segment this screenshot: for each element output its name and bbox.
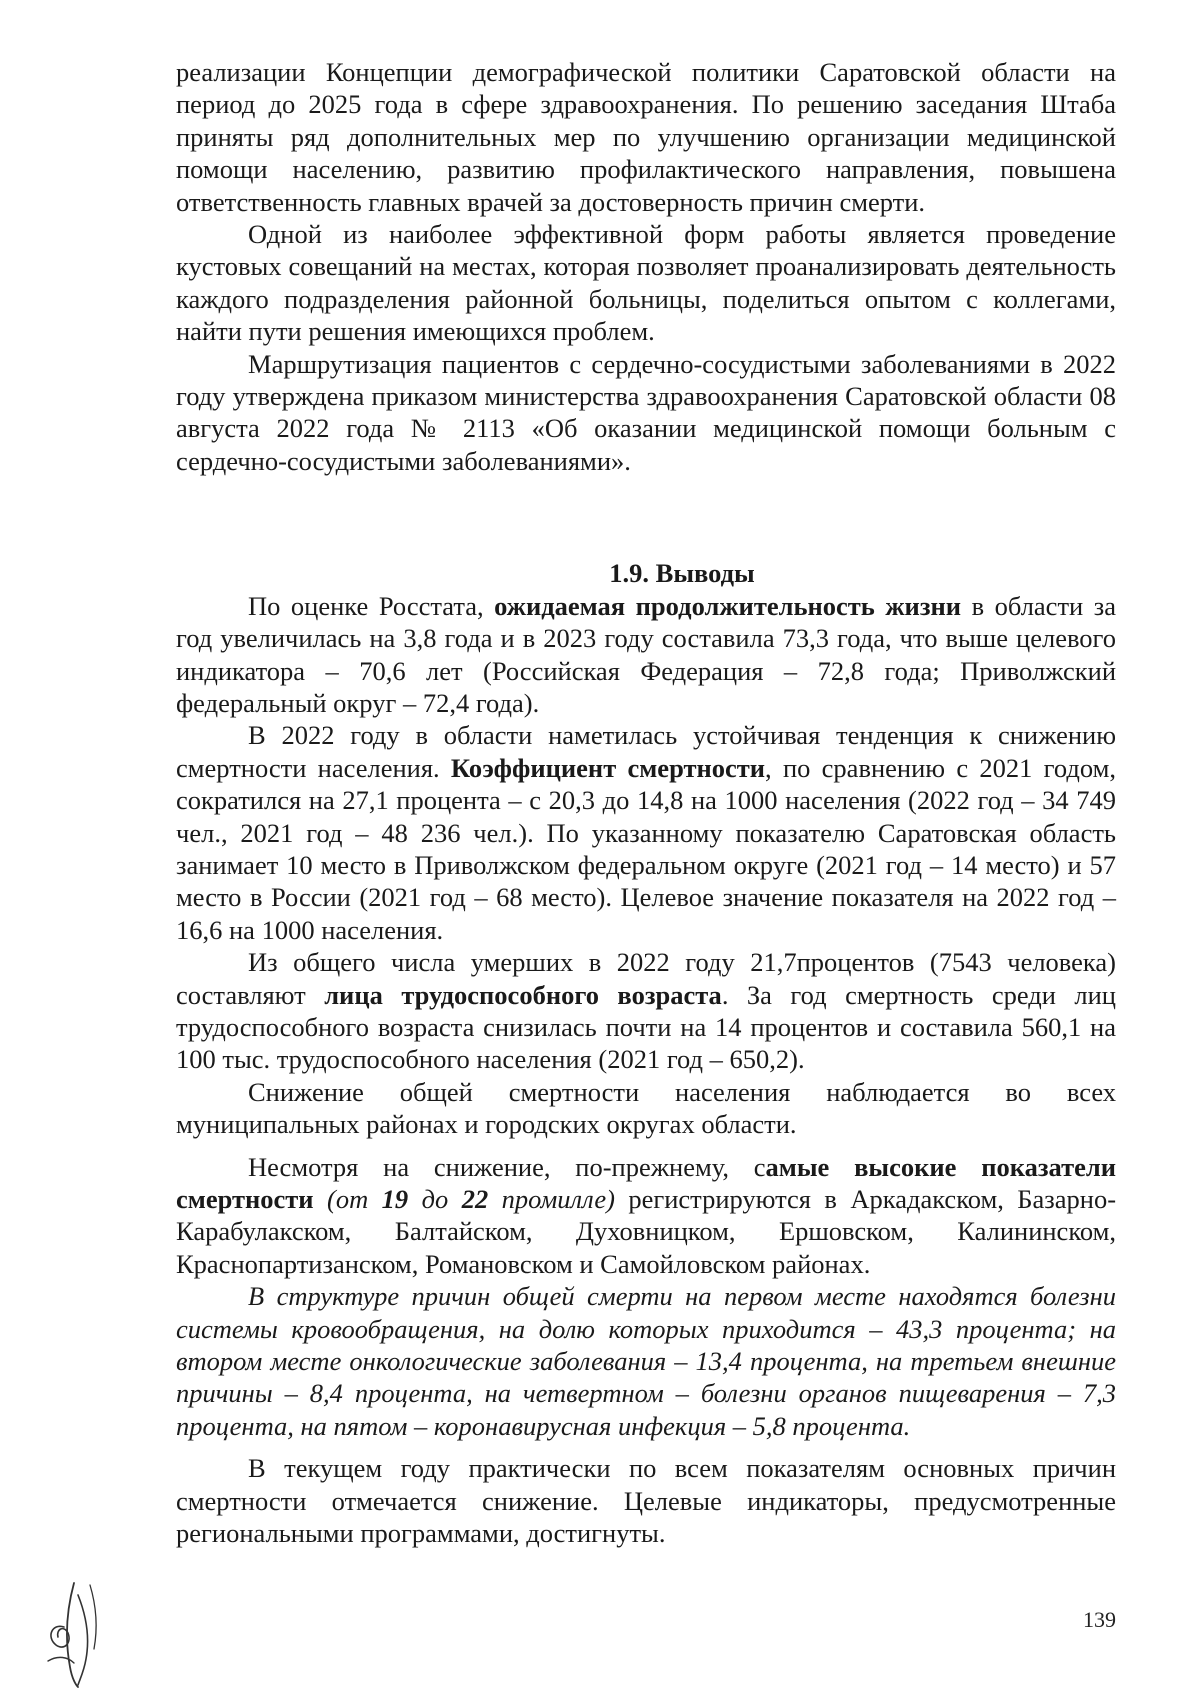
section-title: 1.9. Выводы: [609, 558, 755, 589]
document-body: [176, 56, 1116, 1549]
spacer: [176, 477, 1116, 557]
italic-phrase: (от: [327, 1184, 382, 1214]
bold-italic-number: 19: [381, 1184, 409, 1214]
paragraph: Одной из наиболее эффективной форм работы является проведение кустовых совещаний на местах, которая позволяет проанализировать деятельность каждого подразделения районной больницы, поделиться опытом с коллегами, найти пути решения имеющихся проблем.: [176, 219, 1116, 347]
handwritten-signature: [34, 1575, 114, 1690]
paragraph: [176, 719, 1116, 946]
text-run: , по сравнению с 2021 годом, сократился на 27,1 процента – с 20,3 до 14,8 на 1000 населения (2022 год – 34 749 чел., 2021 год – 48 236 чел.). По указанному показателю Саратовская область занимает 10 место в Приволжском федеральном округе (2021 год – 14 место) и 57 место в России (2021 год – 68 место). Целевое значение показателя на 2022 год – 16,6 на 1000 населения.: [176, 752, 1116, 945]
paragraph: Снижение общей смертности населения наблюдается во всех муниципальных районах и городских округах области.: [176, 1076, 1116, 1140]
text-run: Из общего числа умерших в 2022 году 21,7процентов (7543 человека) составляют: [176, 947, 1116, 1010]
italic-phrase: до: [408, 1184, 462, 1214]
text-run: в области за год увеличилась на 3,8 года и в 2023 году составила 73,3 года, что выше целевого индикатора – 70,6 лет (Российская Федерация – 72,8 года; Приволжский федеральный округ – 72,4 года).: [176, 590, 1116, 718]
spacer: [176, 1442, 1116, 1452]
text-run: Несмотря на снижение, по-прежнему, с: [248, 1151, 766, 1182]
bold-phrase: лица трудоспособного возраста: [324, 979, 722, 1010]
paragraph: [176, 946, 1116, 1076]
bold-phrase: Коэффициент смертности: [450, 752, 766, 783]
paragraph: [176, 1151, 1116, 1281]
page-number: 139: [1083, 1607, 1116, 1632]
paragraph: В текущем году практически по всем показателям основных причин смертности отмечается снижение. Целевые индикаторы, предусмотренные региональными программами, достигнуты.: [176, 1453, 1116, 1549]
bold-phrase: ожидаемая продолжительность жизни: [494, 590, 962, 621]
text-run: В 2022 году в области наметилась устойчивая тенденция к снижению смертности населения.: [176, 720, 1116, 783]
paragraph: реализации Концепции демографической политики Саратовской области на период до 2025 года в сфере здравоохранения. По решению заседания Штаба приняты ряд дополнительных мер по улучшению организации медицинской помощи населению, развитию профилактического направления, повышена ответственность главных врачей за достоверность причин смерти.: [176, 57, 1116, 217]
bold-italic-number: 22: [461, 1184, 489, 1214]
paragraph: [176, 590, 1116, 720]
paragraph: Маршрутизация пациентов с сердечно-сосудистыми заболеваниями в 2022 году утверждена приказом министерства здравоохранения Саратовской области 08 августа 2022 года № 2113 «Об оказании медицинской помощи больным с сердечно-сосудистыми заболеваниями».: [176, 348, 1116, 476]
text-run: [314, 1184, 327, 1214]
italic-phrase: промилле): [488, 1184, 615, 1214]
text-run: По оценке Росстата,: [248, 590, 495, 621]
spacer: [176, 1141, 1116, 1151]
text-run: регистрируются в Аркадакском, Базарно-Карабулакском, Балтайском, Духовницком, Ершовском, Калининском, Краснопартизанском, Романовском и Самойловском районах.: [176, 1184, 1117, 1279]
paragraph-italic: В структуре причин общей смерти на первом месте находятся болезни системы кровообращения, на долю которых приходится – 43,3 процента; на втором месте онкологические заболевания – 13,4 процента, на третьем внешние причины – 8,4 процента, на четвертном – болезни органов пищеварения – 7,3 процента, на пятом – коронавирусная инфекция – 5,8 процента.: [176, 1281, 1116, 1441]
bold-phrase: амые высокие показатели смертности: [176, 1151, 1116, 1214]
text-run: . За год смертность среди лиц трудоспособного возраста снизилась почти на 14 процентов и составила 560,1 на 100 тыс. трудоспособного населения (2021 год – 650,2).: [176, 979, 1116, 1075]
